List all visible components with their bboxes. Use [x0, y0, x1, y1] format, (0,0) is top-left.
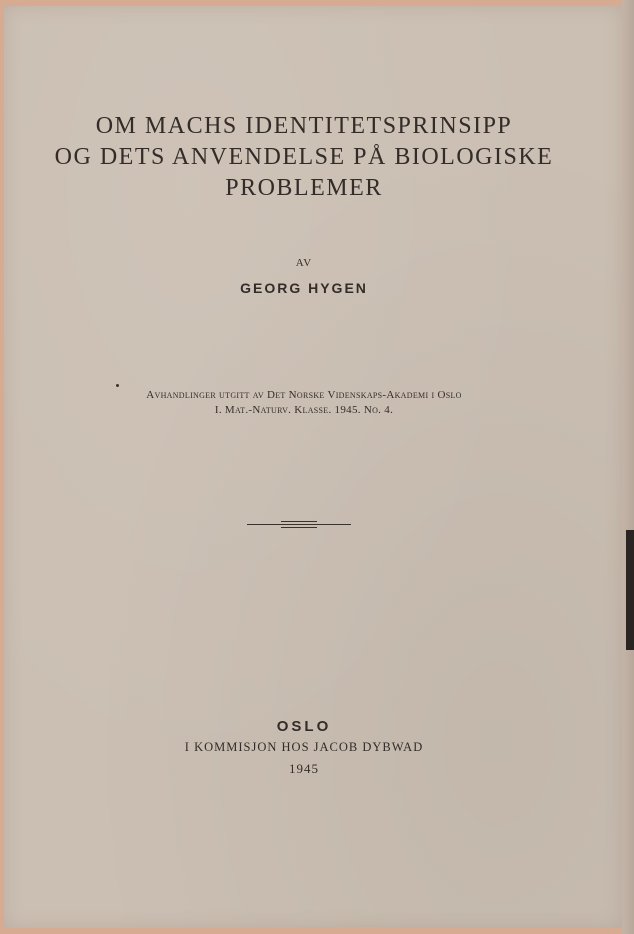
imprint-year: 1945: [289, 761, 319, 776]
document-title: [4, 111, 604, 204]
title-line-3: PROBLEMER: [225, 175, 383, 201]
ink-dot-mark: [116, 384, 119, 387]
title-page: [4, 6, 622, 928]
decorative-rule: [247, 520, 351, 530]
page-edge: [622, 0, 634, 934]
page-edge-shadow: [626, 530, 634, 650]
series-line-2: I. Mat.-Naturv. Klasse. 1945. No. 4.: [214, 404, 394, 416]
title-line-2: OG DETS ANVENDELSE PÅ BIOLOGISKE: [54, 144, 554, 170]
series-line-1: Avhandlinger utgitt av Det Norske Videnskaps-Akademi i Oslo: [146, 389, 462, 401]
author-name: GEORG HYGEN: [240, 280, 368, 296]
imprint-publisher: I KOMMISJON HOS JACOB DYBWAD: [184, 740, 424, 754]
imprint-place: OSLO: [276, 718, 332, 735]
series-info: [4, 388, 604, 418]
title-line-1: OM MACHS IDENTITETSPRINSIPP: [95, 113, 513, 139]
by-label: AV: [295, 257, 313, 269]
